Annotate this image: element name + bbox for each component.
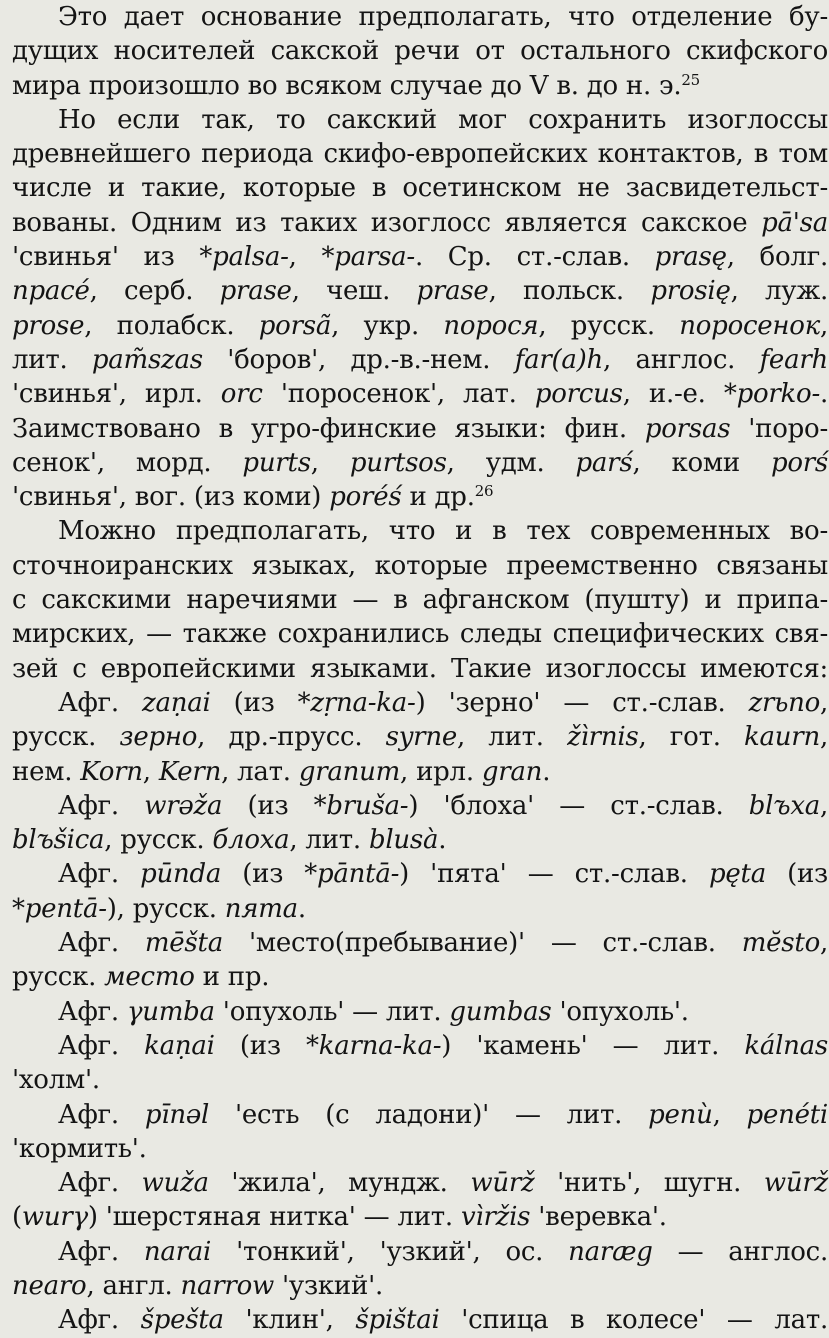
text-run: 'холм'. [12,1065,100,1096]
italic-term: wūrž [470,1168,535,1199]
italic-term: prasę [654,242,727,273]
italic-term: Korn [80,756,143,787]
text-line [12,823,828,857]
text-line [12,103,828,137]
italic-term: porś [770,447,829,478]
text-run: , [820,687,829,718]
text-line [12,1200,828,1234]
italic-term: *parsa- [321,242,415,273]
text-run: , полабск. [84,310,259,341]
text-run: 'жила', мундж. [208,1168,471,1199]
text-run: , др.-прусс. [197,722,386,753]
italic-term: penéti [746,1099,828,1130]
italic-term: wurγ [21,1202,88,1233]
text-run: сенок', морд. [12,447,243,478]
text-run: Афг. [58,996,127,1027]
text-run: , луж. [730,276,829,307]
text-run: ) 'блоха' — ст.-слав. [408,790,749,821]
text-run: . [819,379,828,410]
text-run: Афг. [58,687,143,718]
text-run: (из [214,1030,306,1061]
italic-term: pīnəl [144,1099,210,1130]
italic-term: far(a)h [514,344,604,375]
text-run: с сакскими наречиями — в афганском (пушту) и припа- [12,585,828,616]
text-run: русск. [12,962,105,993]
italic-term: nearo [12,1270,87,1301]
text-line [12,1098,828,1132]
italic-term: kálnas [744,1030,828,1061]
text-line [12,137,828,171]
text-run: , [819,790,828,821]
italic-term: pęta [708,859,766,890]
text-line [12,720,828,754]
text-run: ) 'зерно' — ст.-слав. [415,687,749,718]
text-run: , польск. [488,276,651,307]
text-run: , чеш. [291,276,417,307]
italic-term: porcus [534,379,623,410]
italic-term: orc [220,379,263,410]
text-run: 'нить', шугн. [534,1168,764,1199]
italic-term: parś [575,447,633,478]
italic-term: špištai [355,1305,440,1336]
text-line [12,549,828,583]
italic-term: porsas [644,413,731,444]
italic-term: špešta [140,1305,224,1336]
text-run: сточноиранских языках, которые преемственно связаны [12,550,828,581]
italic-term: блоха [212,825,290,856]
text-run: русск. [12,722,120,753]
italic-term: fearh [759,344,828,375]
text-run: Афг. [58,1099,145,1130]
italic-term: wrəža [144,790,223,821]
text-line [12,892,828,926]
text-run: ) 'камень' — лит. [441,1030,745,1061]
text-line [12,480,828,514]
italic-term: *karna-ka- [306,1030,442,1061]
text-run: , англос. [603,344,760,375]
text-line [12,926,828,960]
italic-term: blъšica [12,825,105,856]
text-run: мирских, — также сохранились следы специфических свя- [12,619,828,650]
text-run: , [288,242,322,273]
italic-term: mĕsto [741,928,820,959]
text-run: . [542,756,551,787]
italic-term: vìržis [460,1202,531,1233]
text-run: , [310,447,350,478]
italic-term: naræg [568,1236,653,1267]
text-line [12,1235,828,1269]
text-run: (из [765,859,828,890]
text-line [12,686,828,720]
italic-term: mēšta [144,928,223,959]
text-run: , [819,310,828,341]
text-run: ) 'пята' — ст.-слав. [399,859,709,890]
text-run: числе и такие, которые в осетинском не засвидетельст- [12,173,828,204]
text-run: лит. [12,344,92,375]
text-run: Афг. [58,1305,141,1336]
text-line [12,857,828,891]
italic-term: porsã [258,310,332,341]
text-run: Афг. [58,1168,142,1199]
italic-term: Kern [158,756,222,787]
text-run: 'кормить'. [12,1133,147,1164]
italic-term: pūnda [140,859,222,890]
text-run: 'свинья', вог. (из коми) [12,482,330,513]
italic-term: granum [298,756,401,787]
text-line [12,1166,828,1200]
text-line [12,1269,828,1303]
text-run: , [819,928,828,959]
italic-term: *palsa- [199,242,289,273]
text-line [12,583,828,617]
italic-term: purtsos [349,447,447,478]
text-run: Афг. [58,928,145,959]
italic-term: prose [12,310,85,341]
text-run: Афг. [58,1236,144,1267]
italic-term: žìrnis [567,722,639,753]
italic-term: purts [242,447,311,478]
italic-term: место [104,962,195,993]
text-run: , серб. [89,276,220,307]
italic-term: wuža [141,1168,209,1199]
text-run: нем. [12,756,81,787]
text-run: 'клин', [223,1305,356,1336]
text-run: 'опухоль'. [551,996,689,1027]
body-text [12,0,828,1338]
text-run: ), русск. [106,893,225,924]
text-line [12,652,828,686]
text-line [12,1029,828,1063]
text-run: 'боров', др.-в.-нем. [202,344,515,375]
italic-term: blusà [368,825,439,856]
text-line [12,995,828,1029]
italic-term: narrow [180,1270,275,1301]
text-run: 'свинья' из [12,242,200,273]
text-line [12,1303,828,1337]
text-run: , гот. [638,722,745,753]
text-run: Афг. [58,859,141,890]
text-line [12,960,828,994]
italic-term: prosię [650,276,731,307]
italic-term: gumbas [449,996,552,1027]
text-run: древнейшего периода скифо-европейских контактов, в том [12,139,828,170]
text-run: , болг. [726,242,828,273]
text-run: 'поро- [730,413,828,444]
text-line [12,377,828,411]
italic-term: prase [416,276,489,307]
footnote-ref: 26 [474,482,494,501]
text-run: , и.-е. [622,379,724,410]
text-run: 'место(пребывание)' — ст.-слав. [222,928,742,959]
text-run: 'опухоль' — лит. [214,996,450,1027]
text-run: зей с европейскими языками. Такие изоглоссы имеются: [12,653,828,684]
text-run: , ирл. [400,756,482,787]
text-run: Афг. [58,1030,145,1061]
italic-term: zaṇai [142,687,211,718]
italic-term: kaurn [744,722,820,753]
text-run: ) 'шерстяная нитка' — лит. [87,1202,461,1233]
text-run: 'есть (с ладони)' — лит. [209,1099,649,1130]
footnote-ref: 25 [681,70,700,89]
text-line [12,171,828,205]
italic-term: γumba [126,996,215,1027]
text-run: и др. [401,482,475,513]
text-run: , [712,1099,747,1130]
text-run: , коми [632,447,771,478]
text-run: 'свинья', ирл. [12,379,221,410]
italic-term: narai [143,1236,212,1267]
text-run: 'веревка'. [530,1202,667,1233]
text-run: , [819,722,828,753]
italic-term: *bruša- [313,790,409,821]
text-run: — англос. [652,1236,828,1267]
text-run: , англ. [86,1270,181,1301]
text-run: , русск. [104,825,213,856]
italic-term: penù [648,1099,713,1130]
text-line [12,412,828,446]
text-line [12,1063,828,1097]
text-run: Афг. [58,790,145,821]
italic-term: pam̃szas [91,344,203,375]
text-line [12,69,828,103]
text-run: дущих носителей сакской речи от остального скифского [12,36,828,67]
italic-term: *zṛna-ka- [297,687,416,718]
text-run: , укр. [331,310,444,341]
text-run: , [142,756,159,787]
text-line [12,617,828,651]
text-run: . Ср. ст.-слав. [414,242,655,273]
text-line [12,34,828,68]
italic-term: prase [219,276,292,307]
text-run: 'узкий'. [274,1270,383,1301]
italic-term: pā'sa [761,207,828,238]
text-line [12,514,828,548]
text-run: 'поросенок', лат. [262,379,535,410]
text-run: вованы. Одним из таких изоглосс является сакское [12,207,762,238]
text-run: Заимствовано в угро-финские языки: фин. [12,413,645,444]
italic-term: зерно [119,722,198,753]
text-run: и пр. [194,962,270,993]
text-line [12,789,828,823]
text-run: 'тонкий', 'узкий', ос. [211,1236,569,1267]
italic-term: поросенок [679,310,820,341]
text-run: (из [222,790,314,821]
text-run: . [438,825,447,856]
text-run: , лит. [456,722,568,753]
italic-term: blъxa [748,790,820,821]
text-run: , удм. [446,447,576,478]
text-line [12,309,828,343]
italic-term: пята [224,893,298,924]
italic-term: *pāntā- [304,859,400,890]
italic-term: syrne [385,722,457,753]
text-run: Но если так, то сакский мог сохранить изоглоссы [58,104,828,135]
italic-term: *pentā- [12,893,107,924]
italic-term: *porko- [723,379,820,410]
text-line [12,446,828,480]
text-run: (из [221,859,305,890]
italic-term: zrьno [748,687,820,718]
text-run: Это дает основание предполагать, что отделение бу- [58,2,828,32]
text-run: ( [12,1202,22,1233]
italic-term: poréś [329,482,402,513]
text-line [12,274,828,308]
text-line [12,755,828,789]
text-run: . [297,893,306,924]
italic-term: gran [481,756,543,787]
text-run: , лит. [289,825,369,856]
text-line [12,240,828,274]
italic-term: kaṇai [144,1030,215,1061]
italic-term: прасé [12,276,90,307]
italic-term: порося [443,310,539,341]
text-line [12,343,828,377]
text-run: Можно предполагать, что и в тех современных во- [58,516,828,547]
text-run: мира произошло во всяком случае до V в. до н. э. [12,70,682,101]
text-run: (из [210,687,298,718]
text-run: , лат. [221,756,299,787]
italic-term: wūrž [763,1168,828,1199]
text-run: , русск. [538,310,680,341]
text-line [12,1132,828,1166]
text-run: 'спица в колесе' — лат. [439,1305,828,1336]
text-line [12,206,828,240]
text-line [12,0,828,34]
